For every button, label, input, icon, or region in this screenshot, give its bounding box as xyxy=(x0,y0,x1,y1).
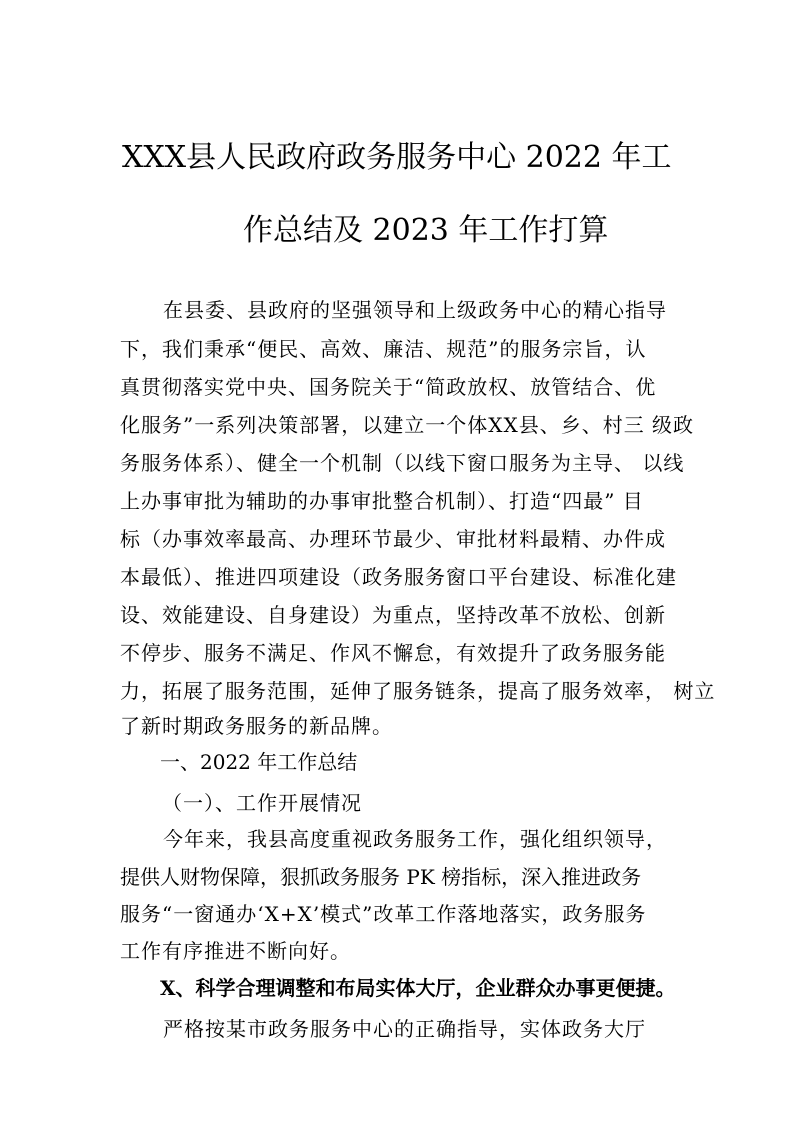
document-title-line-1: XXX县人民政府政务服务中心 2022 年工 xyxy=(122,140,672,175)
document-title-line-2: 作总结及 2023 年工作打算 xyxy=(243,213,609,248)
intro-paragraph-line: 下，我们秉承“便民、高效、廉洁、规范”的服务宗旨，认 xyxy=(120,337,647,361)
intro-paragraph-line: 真贯彻落实党中央、国务院关于“简政放权、放管结合、优 xyxy=(120,375,657,399)
intro-paragraph-line: 化服务”一系列决策部署，以建立一个体XX县、乡、村三 级政 xyxy=(120,413,695,437)
intro-paragraph-line: 标（办事效率最高、办理环节最少、审批材料最精、办件成 xyxy=(120,527,666,551)
work-paragraph-line: 工作有序推进不断向好。 xyxy=(120,939,351,963)
work-paragraph-line: 提供人财物保障，狠抓政务服务 PK 榜指标，深入推进政务 xyxy=(120,865,642,889)
intro-paragraph-line: 不停步、服务不满足、作风不懈怠，有效提升了政务服务能 xyxy=(120,641,666,665)
subsection-heading: （一）、工作开展情况 xyxy=(162,791,362,815)
intro-paragraph-line: 在县委、县政府的坚强领导和上级政务中心的精心指导 xyxy=(163,298,667,322)
intro-paragraph-line: 务服务体系）、健全一个机制（以线下窗口服务为主导、 以线 xyxy=(120,451,685,475)
bold-subheading: X、科学合理调整和布局实体大厅，企业群众办事更便捷。 xyxy=(160,976,676,1000)
section-heading: 一、2022 年工作总结 xyxy=(160,750,358,774)
intro-paragraph-line: 设、效能建设、自身建设）为重点，坚持改革不放松、创新 xyxy=(120,603,666,627)
work-paragraph-line: 服务“一窗通办‘X+X’模式”改革工作落地落实，政务服务 xyxy=(120,902,647,926)
intro-paragraph-line: 了新时期政务服务的新品牌。 xyxy=(120,714,393,738)
work-paragraph-line: 今年来，我县高度重视政务服务工作，强化组织领导， xyxy=(163,827,667,851)
intro-paragraph-line: 本最低）、推进四项建设（政务服务窗口平台建设、标准化建 xyxy=(120,565,677,589)
intro-paragraph-line: 力，拓展了服务范围，延伸了服务链条，提高了服务效率， 树立 xyxy=(120,679,716,703)
body-paragraph-line: 严格按某市政务服务中心的正确指导，实体政务大厅 xyxy=(163,1017,646,1041)
intro-paragraph-line: 上办事审批为辅助的办事审批整合机制）、打造“四最” 目 xyxy=(120,489,644,513)
